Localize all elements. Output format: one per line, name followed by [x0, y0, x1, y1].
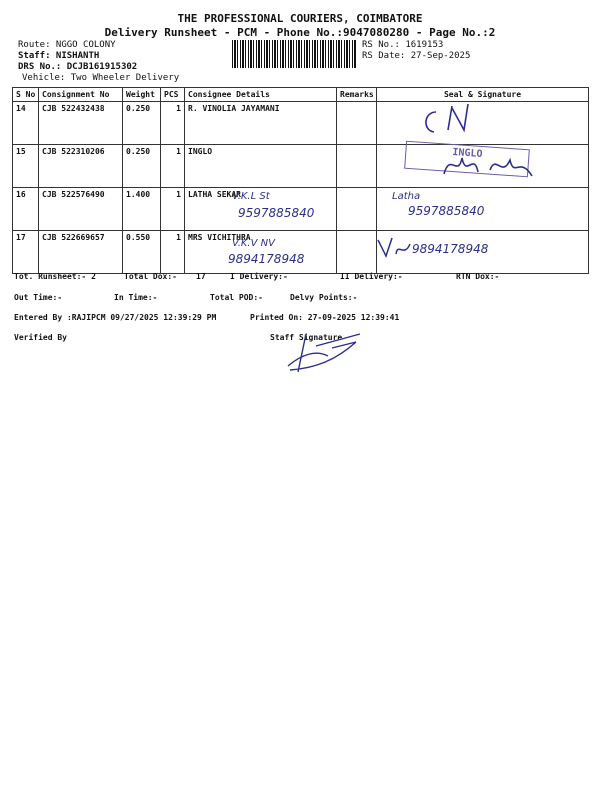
drs-number: DRS No.: DCJB161915302 — [18, 62, 138, 72]
signature-row15 — [440, 148, 540, 182]
col-remarks: Remarks — [337, 88, 377, 102]
col-consignment: Consignment No — [39, 88, 123, 102]
col-pcs: PCS — [161, 88, 185, 102]
signature-row17 — [374, 234, 414, 264]
handwritten-sign-phone-row16: 9597885840 — [408, 204, 485, 218]
row-remarks — [337, 145, 377, 188]
rs-number: RS No.: 1619153 — [362, 40, 444, 50]
staff-signature — [276, 328, 366, 378]
rs-date: RS Date: 27-Sep-2025 — [362, 51, 471, 61]
row-consignment: CJB 522432438 — [39, 102, 123, 145]
row-weight: 1.400 — [123, 188, 161, 231]
row-remarks — [337, 231, 377, 274]
col-sno: S No — [13, 88, 39, 102]
handwritten-detail-row16: V.K.L St — [232, 191, 270, 202]
verified-by: Verified By — [14, 333, 67, 342]
handwritten-phone-row17: 9894178948 — [228, 252, 305, 266]
company-name: THE PROFESSIONAL COURIERS, COIMBATORE — [177, 12, 423, 25]
signature-row14 — [418, 100, 488, 140]
total-dox-label: Total Dox:- — [124, 272, 177, 281]
total-dox-value: 17 — [196, 272, 206, 281]
row-pcs: 1 — [161, 145, 185, 188]
handwritten-sign-phone-row17: 9894178948 — [412, 242, 489, 256]
vehicle-label: Vehicle: Two Wheeler Delivery — [22, 73, 180, 83]
rtn-dox: RTN Dox:- — [456, 272, 500, 281]
handwritten-detail-row17: V.K.V NV — [232, 238, 275, 249]
tot-runsheet: Tot. Runsheet:- 2 — [14, 272, 96, 281]
col-seal-signature: Seal & Signature — [377, 88, 589, 102]
handwritten-name-row16: Latha — [392, 191, 421, 202]
row-remarks — [337, 188, 377, 231]
col-consignee: Consignee Details — [185, 88, 337, 102]
table-row — [13, 102, 589, 145]
in-time: In Time:- — [114, 293, 158, 302]
row-weight: 0.250 — [123, 102, 161, 145]
col-weight: Weight — [123, 88, 161, 102]
route-label: Route: NGGO COLONY — [18, 40, 116, 50]
row-consignee: MRS VICHITHRA — [185, 231, 337, 274]
stamp-text: INGLO — [452, 146, 483, 161]
barcode — [232, 40, 356, 68]
staff-signature-label: Staff Signature — [270, 333, 343, 342]
i-delivery: I Delivery:- — [230, 272, 288, 281]
row-sno: 15 — [13, 145, 39, 188]
row-pcs: 1 — [161, 231, 185, 274]
runsheet-title: Delivery Runsheet - PCM - Phone No.:9047080280 - Page No.:2 — [104, 26, 496, 39]
row-pcs: 1 — [161, 102, 185, 145]
ii-delivery: II Delivery:- — [340, 272, 403, 281]
row-sno: 14 — [13, 102, 39, 145]
row-pcs: 1 — [161, 188, 185, 231]
row-sno: 16 — [13, 188, 39, 231]
row-remarks — [337, 102, 377, 145]
table-header-row — [13, 88, 589, 102]
row-consignment: CJB 522310206 — [39, 145, 123, 188]
row-consignment: CJB 522576490 — [39, 188, 123, 231]
row-sno: 17 — [13, 231, 39, 274]
row-weight: 0.250 — [123, 145, 161, 188]
row-weight: 0.550 — [123, 231, 161, 274]
out-time: Out Time:- — [14, 293, 63, 302]
row-consignee: INGLO — [185, 145, 337, 188]
row-consignment: CJB 522669657 — [39, 231, 123, 274]
entered-by: Entered By :RAJIPCM 09/27/2025 12:39:29 PM — [14, 313, 217, 322]
handwritten-phone-row16: 9597885840 — [238, 206, 315, 220]
total-pod: Total POD:- — [210, 293, 263, 302]
staff-label: Staff: NISHANTH — [18, 51, 100, 61]
delvy-points: Delvy Points:- — [290, 293, 358, 302]
row-consignee: LATHA SEKAR — [185, 188, 337, 231]
row-consignee: R. VINOLIA JAYAMANI — [185, 102, 337, 145]
printed-on: Printed On: 27-09-2025 12:39:41 — [250, 313, 400, 322]
